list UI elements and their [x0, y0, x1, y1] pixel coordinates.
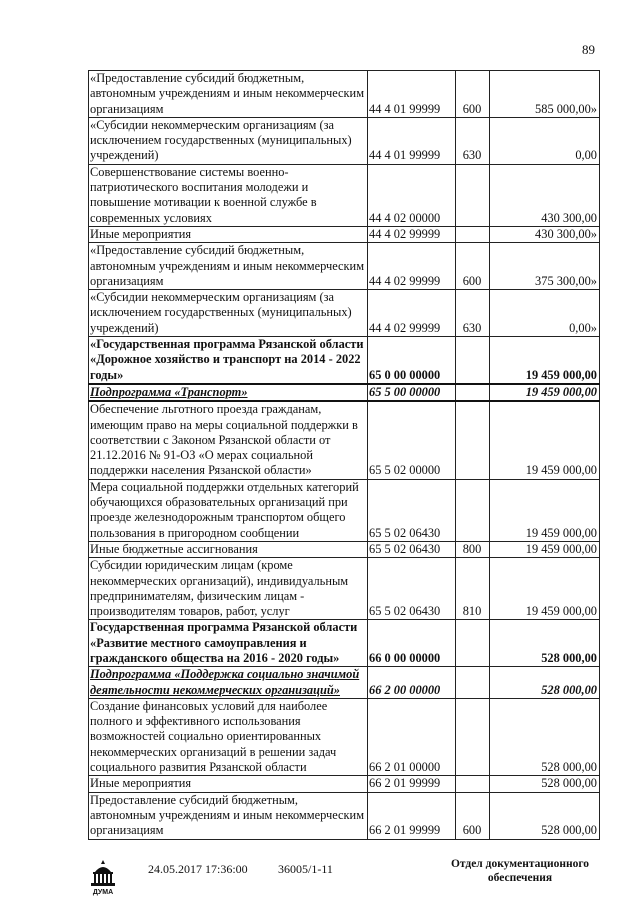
row-code: 66 0 00 00000: [368, 620, 456, 667]
row-sum: 0,00: [490, 117, 600, 164]
row-name: «Государственная программа Рязанской области «Дорожное хозяйство и транспорт на 2014 - 2022 годы»: [89, 337, 368, 384]
table-row: [89, 698, 600, 775]
row-code: 44 4 02 00000: [368, 164, 456, 226]
row-code: 66 2 01 99999: [368, 792, 456, 839]
row-code: 65 5 00 00000: [368, 384, 456, 401]
table-row: [89, 792, 600, 839]
row-expense-type: 600: [456, 792, 490, 839]
row-name: «Субсидии некоммерческим организациям (за исключением государственных (муниципальных) учреждений): [89, 117, 368, 164]
page-footer: [0, 856, 640, 905]
row-sum: 528 000,00: [490, 698, 600, 775]
row-sum: 19 459 000,00: [490, 384, 600, 401]
row-name: «Субсидии некоммерческим организациям (за исключением государственных (муниципальных) учреждений): [89, 290, 368, 337]
table-row: [89, 164, 600, 226]
row-sum: 528 000,00: [490, 667, 600, 699]
row-code: 44 4 02 99999: [368, 290, 456, 337]
row-sum: 19 459 000,00: [490, 337, 600, 384]
row-name: «Предоставление субсидий бюджетным, автономным учреждениям и иным некоммерческим организациям: [89, 71, 368, 118]
row-sum: 19 459 000,00: [490, 479, 600, 541]
row-expense-type: 630: [456, 117, 490, 164]
table-row: [89, 620, 600, 667]
row-code: 66 2 01 99999: [368, 776, 456, 792]
row-expense-type: 600: [456, 243, 490, 290]
row-code: 65 0 00 00000: [368, 337, 456, 384]
row-sum: 19 459 000,00: [490, 541, 600, 557]
row-expense-type: [456, 479, 490, 541]
row-sum: 430 300,00: [490, 164, 600, 226]
row-code: 65 5 02 00000: [368, 401, 456, 479]
row-sum: 0,00»: [490, 290, 600, 337]
row-name: Государственная программа Рязанской области «Развитие местного самоуправления и гражданского общества на 2016 - 2020 годы»: [89, 620, 368, 667]
row-expense-type: 630: [456, 290, 490, 337]
table-row: [89, 337, 600, 384]
footer-department: Отдел документационного обеспечения: [450, 858, 590, 884]
row-sum: 19 459 000,00: [490, 558, 600, 620]
row-sum: 528 000,00: [490, 776, 600, 792]
row-name: Подпрограмма «Поддержка социально значимой деятельности некоммерческих организаций»: [89, 667, 368, 699]
row-expense-type: [456, 337, 490, 384]
row-expense-type: [456, 384, 490, 401]
page-number: 89: [582, 42, 595, 57]
row-code: 65 5 02 06430: [368, 541, 456, 557]
row-sum: 375 300,00»: [490, 243, 600, 290]
row-code: 66 2 01 00000: [368, 698, 456, 775]
row-expense-type: [456, 776, 490, 792]
table-row: [89, 290, 600, 337]
row-expense-type: 810: [456, 558, 490, 620]
table-row: [89, 384, 600, 401]
row-name: Иные бюджетные ассигнования: [89, 541, 368, 557]
row-name: Обеспечение льготного проезда гражданам, имеющим право на меры социальной поддержки в соответствии с Законом Рязанской области от 21.12.2016 № 91-ОЗ «О мерах социальной поддержки населения Рязанской области»: [89, 401, 368, 479]
footer-doc-number: 36005/1-11: [278, 862, 333, 876]
row-expense-type: 600: [456, 71, 490, 118]
row-sum: 19 459 000,00: [490, 401, 600, 479]
row-sum: 528 000,00: [490, 792, 600, 839]
table-row: [89, 667, 600, 699]
row-code: 44 4 02 99999: [368, 226, 456, 242]
table-row: [89, 479, 600, 541]
row-expense-type: [456, 620, 490, 667]
row-sum: 430 300,00»: [490, 226, 600, 242]
row-name: Подпрограмма «Транспорт»: [89, 384, 368, 401]
table-row: [89, 243, 600, 290]
row-code: 65 5 02 06430: [368, 479, 456, 541]
row-expense-type: [456, 667, 490, 699]
table-row: [89, 558, 600, 620]
logo-text: ДУМА: [92, 889, 114, 896]
budget-table-body: [89, 71, 600, 840]
row-code: 65 5 02 06430: [368, 558, 456, 620]
row-name: Иные мероприятия: [89, 776, 368, 792]
table-row: [89, 776, 600, 792]
row-name: Создание финансовых условий для наиболее полного и эффективного использования возможностей социально ориентированных некоммерческих организаций в решении задач социального развития Рязанской области: [89, 698, 368, 775]
table-row: [89, 541, 600, 557]
row-code: 44 4 02 99999: [368, 243, 456, 290]
duma-building-icon: [88, 858, 118, 898]
row-name: Субсидии юридическим лицам (кроме некоммерческих организаций), индивидуальным предпринимателям, физическим лицам - производителям товаров, работ, услуг: [89, 558, 368, 620]
row-expense-type: [456, 164, 490, 226]
row-code: 44 4 01 99999: [368, 117, 456, 164]
table-row: [89, 226, 600, 242]
row-name: «Предоставление субсидий бюджетным, автономным учреждениям и иным некоммерческим организациям: [89, 243, 368, 290]
row-code: 66 2 00 00000: [368, 667, 456, 699]
table-row: [89, 401, 600, 479]
budget-table: [88, 70, 600, 840]
row-expense-type: [456, 698, 490, 775]
row-name: Иные мероприятия: [89, 226, 368, 242]
table-row: [89, 117, 600, 164]
row-expense-type: [456, 401, 490, 479]
row-name: Совершенствование системы военно-патриотического воспитания молодежи и повышение мотивации к военной службе в современных условиях: [89, 164, 368, 226]
row-name: Предоставление субсидий бюджетным, автономным учреждениям и иным некоммерческим организациям: [89, 792, 368, 839]
row-expense-type: 800: [456, 541, 490, 557]
row-code: 44 4 01 99999: [368, 71, 456, 118]
row-sum: 585 000,00»: [490, 71, 600, 118]
table-row: [89, 71, 600, 118]
row-sum: 528 000,00: [490, 620, 600, 667]
footer-timestamp: 24.05.2017 17:36:00: [148, 862, 248, 876]
row-name: Мера социальной поддержки отдельных категорий обучающихся образовательных организаций при проезде железнодорожным транспортом общего пользования в пригородном сообщении: [89, 479, 368, 541]
row-expense-type: [456, 226, 490, 242]
